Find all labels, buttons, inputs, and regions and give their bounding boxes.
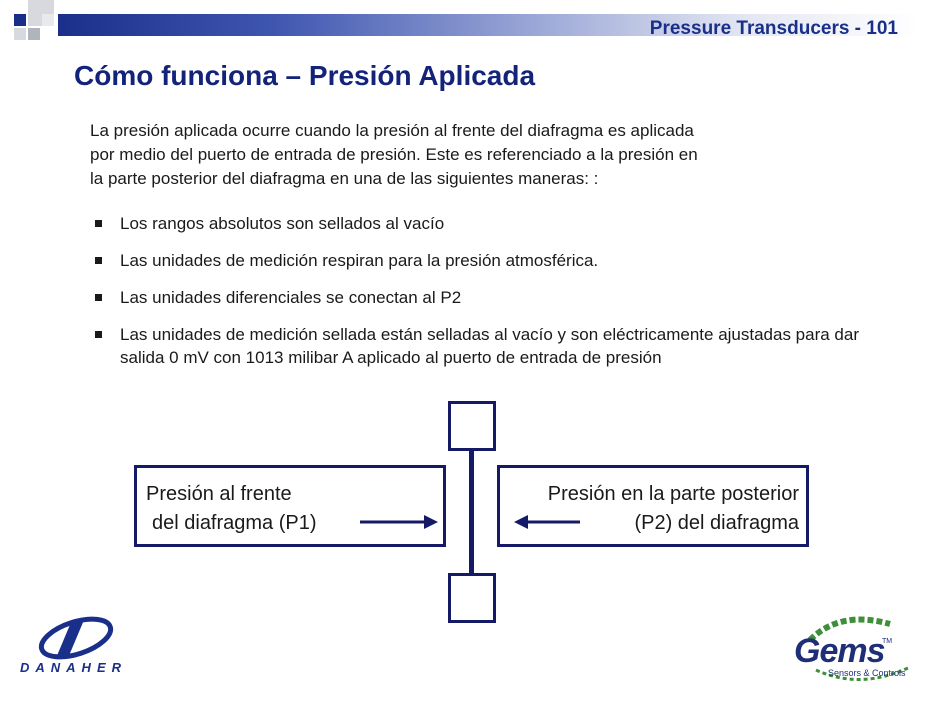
- arrow-left-icon: [512, 512, 582, 532]
- danaher-emblem-icon: [14, 614, 144, 662]
- gems-tagline: Sensors & Controls: [828, 668, 906, 678]
- bullet-list: [93, 212, 883, 383]
- bullet-item: [93, 212, 883, 235]
- bullet-text: Las unidades diferenciales se conectan al P2: [120, 288, 462, 307]
- bullet-item: [93, 249, 883, 272]
- bullet-item: [93, 286, 883, 309]
- bullet-item: [93, 323, 883, 369]
- front-pressure-label: Presión al frente: [146, 483, 292, 505]
- bullet-text: Los rangos absolutos son sellados al vacío: [120, 214, 445, 233]
- bullet-text: Las unidades de medición respiran para la presión atmosférica.: [120, 251, 599, 270]
- arrow-right-icon: [360, 512, 440, 532]
- gems-trademark: TM: [882, 638, 893, 645]
- bullet-square-icon: [95, 257, 102, 264]
- front-pressure-label: del diafragma (P1): [152, 512, 317, 534]
- diaphragm-bottom-box: [448, 573, 496, 623]
- bullet-square-icon: [95, 294, 102, 301]
- danaher-logo: [14, 614, 144, 684]
- rear-pressure-label: Presión en la parte posterior: [547, 483, 799, 505]
- bullet-square-icon: [95, 220, 102, 227]
- rear-pressure-label: (P2) del diafragma: [634, 512, 799, 534]
- danaher-wordmark: DANAHER: [20, 660, 127, 675]
- gems-wordmark: Gems: [794, 632, 885, 670]
- header-label: Pressure Transducers - 101: [649, 18, 898, 39]
- intro-line: por medio del puerto de entrada de presión. Este es referenciado a la presión en: [90, 145, 698, 164]
- bullet-square-icon: [95, 331, 102, 338]
- slide-title: Cómo funciona – Presión Aplicada: [74, 60, 536, 91]
- gems-logo: [790, 610, 920, 690]
- intro-line: la parte posterior del diafragma en una de las siguientes maneras: :: [90, 169, 599, 188]
- diaphragm-line: [469, 450, 474, 574]
- intro-line: La presión aplicada ocurre cuando la presión al frente del diafragma es aplicada: [90, 121, 694, 140]
- intro-paragraph: [90, 119, 860, 191]
- diaphragm-top-box: [448, 401, 496, 451]
- bullet-text: Las unidades de medición sellada están selladas al vacío y son eléctricamente ajustadas para dar salida 0 mV con 1013 milibar A aplicado al puerto de entrada de presión: [120, 325, 860, 367]
